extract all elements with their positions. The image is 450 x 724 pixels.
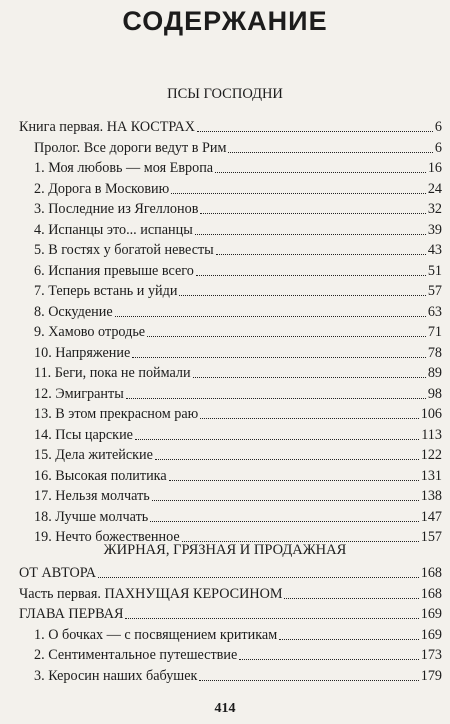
toc-entry-label: 1. О бочках — с посвящением критикам	[34, 626, 278, 643]
toc-entry	[34, 364, 442, 382]
toc-entry	[19, 118, 442, 136]
toc-entry-label: 7. Теперь встань и уйди	[34, 283, 178, 299]
toc-entry	[34, 303, 442, 321]
dot-leader	[98, 577, 419, 578]
toc-entry	[34, 139, 442, 157]
dot-leader	[132, 357, 426, 358]
toc-entry	[19, 564, 442, 582]
toc-entry-label: Часть первая. ПАХНУЩАЯ КЕРОСИНОМ	[19, 585, 283, 602]
dot-leader	[179, 295, 425, 296]
toc-entry-page: 113	[421, 426, 442, 443]
toc-entry-label: 2. Сентиментальное путешествие	[34, 647, 238, 663]
toc-entry-page: 147	[420, 508, 442, 525]
dot-leader	[193, 377, 426, 378]
toc-entry-page: 122	[420, 447, 442, 463]
toc-entry-label: 2. Дорога в Московию	[34, 180, 170, 197]
toc-entry	[34, 241, 442, 259]
toc-entry-page: 131	[420, 467, 442, 484]
toc-entry	[34, 344, 442, 362]
toc-entry-label: 18. Лучше молчать	[34, 508, 149, 525]
toc-entry-page: 6	[434, 139, 442, 156]
toc-entry	[34, 282, 442, 300]
toc-entry-page: 24	[427, 180, 442, 197]
toc-entry-page: 39	[427, 221, 442, 238]
toc-entry-page: 169	[420, 606, 442, 622]
toc-entry-label: 11. Беги, пока не поймали	[34, 365, 191, 381]
dot-leader	[150, 521, 418, 522]
toc-entry-label: 12. Эмигранты	[34, 385, 124, 402]
dot-leader	[215, 172, 426, 173]
dot-leader	[147, 336, 426, 337]
toc-entry	[34, 467, 442, 485]
dot-leader	[115, 316, 426, 317]
toc-entry	[19, 585, 442, 603]
toc-entry	[34, 262, 442, 280]
toc-entry-label: 9. Хамово отродье	[34, 324, 146, 340]
dot-leader	[279, 639, 419, 640]
dot-leader	[197, 131, 433, 132]
toc-entry-label: 5. В гостях у богатой невесты	[34, 242, 214, 258]
toc-entry-page: 6	[434, 119, 442, 135]
toc-entry-page: 98	[427, 385, 442, 402]
toc-entry-page: 57	[427, 283, 442, 299]
toc-entry-label: 17. Нельзя молчать	[34, 488, 150, 504]
toc-entry-page: 173	[420, 647, 442, 663]
dot-leader	[200, 418, 418, 419]
toc-entry-label: 19. Нечто божественное	[34, 529, 180, 545]
toc-entry-label: 8. Оскудение	[34, 303, 113, 320]
dot-leader	[216, 254, 426, 255]
toc-entry-page: 157	[420, 529, 442, 545]
toc-entry-page: 89	[427, 365, 442, 381]
toc-entry-label: 3. Керосин наших бабушек	[34, 667, 198, 684]
dot-leader	[171, 193, 426, 194]
toc-entry-label: 15. Дела житейские	[34, 447, 153, 463]
toc-entry-page: 51	[427, 262, 442, 279]
dot-leader	[195, 234, 426, 235]
section-heading-part1: ПСЫ ГОСПОДНИ	[167, 86, 283, 102]
dot-leader	[125, 618, 418, 619]
dot-leader	[135, 439, 419, 440]
toc-entry	[34, 446, 442, 464]
toc-entry-page: 43	[427, 242, 442, 258]
toc-entry	[34, 180, 442, 198]
toc-entry	[34, 323, 442, 341]
toc-entry-page: 71	[427, 324, 442, 340]
toc-entry-label: Книга первая. НА КОСТРАХ	[19, 119, 195, 135]
dot-leader	[200, 213, 425, 214]
toc-entry-label: 14. Псы царские	[34, 426, 133, 443]
toc-entry-label: ОТ АВТОРА	[19, 565, 97, 581]
dot-leader	[199, 680, 418, 681]
toc-entry	[34, 221, 442, 239]
toc-entry-page: 63	[427, 303, 442, 320]
dot-leader	[284, 598, 418, 599]
toc-entry	[34, 385, 442, 403]
dot-leader	[126, 398, 426, 399]
toc-entry-label: 16. Высокая политика	[34, 467, 167, 484]
page-number: 414	[214, 701, 236, 716]
toc-entry-page: 169	[420, 626, 442, 643]
toc-entry-label: 4. Испанцы это... испанцы	[34, 221, 193, 238]
toc-entry-label: 1. Моя любовь — моя Европа	[34, 160, 214, 176]
page-title: СОДЕРЖАНИЕ	[122, 6, 328, 36]
toc-entry-page: 78	[427, 344, 442, 361]
section-heading-part2: ЖИРНАЯ, ГРЯЗНАЯ И ПРОДАЖНАЯ	[103, 542, 347, 558]
toc-entry	[34, 426, 442, 444]
toc-entry-page: 32	[427, 201, 442, 217]
toc-entry-page: 106	[420, 406, 442, 422]
toc-entry-label: 13. В этом прекрасном раю	[34, 406, 199, 422]
toc-entry	[34, 667, 442, 685]
dot-leader	[239, 659, 418, 660]
toc-entry	[19, 605, 442, 623]
toc-entry-page: 179	[420, 667, 442, 684]
toc-entry-label: 3. Последние из Ягеллонов	[34, 201, 199, 217]
toc-entry-page: 168	[420, 565, 442, 581]
toc-entry-label: 6. Испания превыше всего	[34, 262, 194, 279]
toc-entry	[34, 200, 442, 218]
dot-leader	[169, 480, 419, 481]
toc-entry-label: 10. Напряжение	[34, 344, 131, 361]
toc-entry-label: Пролог. Все дороги ведут в Рим	[34, 139, 227, 156]
toc-entry	[34, 159, 442, 177]
dot-leader	[228, 152, 432, 153]
toc-entry	[34, 626, 442, 644]
toc-entry	[34, 405, 442, 423]
dot-leader	[155, 459, 419, 460]
toc-entry-page: 138	[420, 488, 442, 504]
toc-entry	[34, 508, 442, 526]
toc-entry-page: 16	[427, 160, 442, 176]
toc-entry-page: 168	[420, 585, 442, 602]
dot-leader	[196, 275, 426, 276]
toc-entry	[34, 646, 442, 664]
toc-entry-label: ГЛАВА ПЕРВАЯ	[19, 606, 124, 622]
dot-leader	[152, 500, 419, 501]
toc-entry	[34, 487, 442, 505]
